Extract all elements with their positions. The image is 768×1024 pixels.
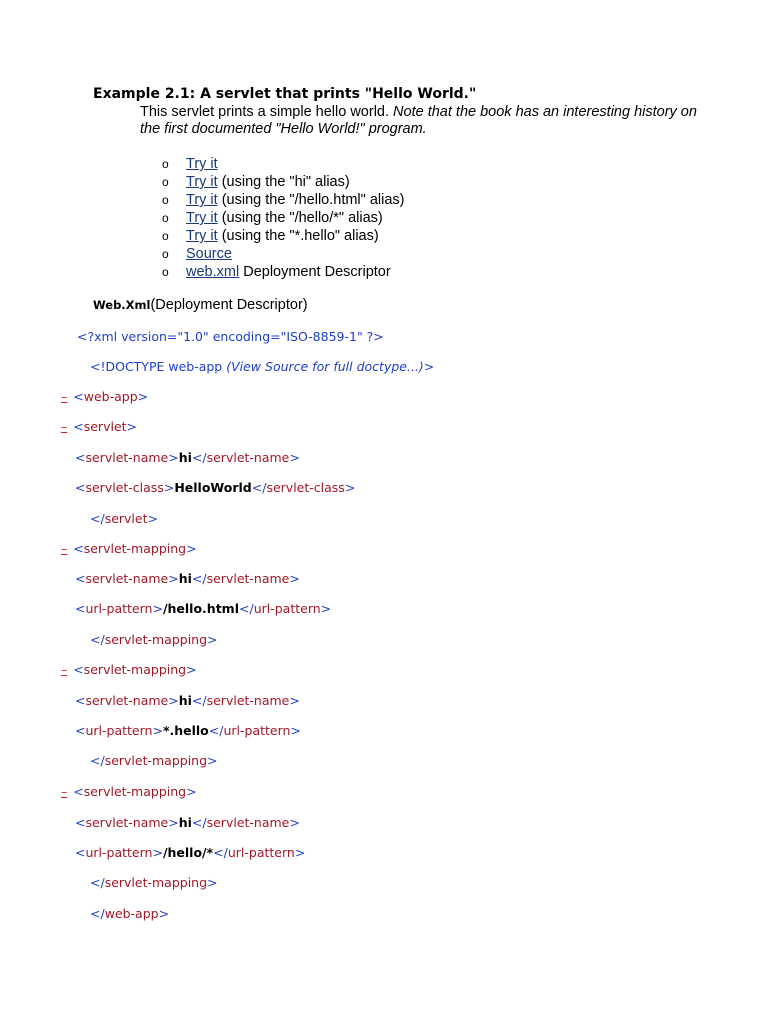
xml-line-servlet-class <box>75 480 355 496</box>
tag-bracket: > <box>168 571 179 586</box>
webxml-heading-rest: (Deployment Descriptor) <box>150 297 308 313</box>
tag-bracket: </ <box>191 693 207 708</box>
list-item <box>162 263 404 281</box>
tag-bracket: > <box>186 541 197 556</box>
tag-bracket: < <box>73 662 84 677</box>
xml-line-web-app-open <box>61 389 148 405</box>
tag-bracket: > <box>168 693 179 708</box>
tag-bracket: > <box>289 571 300 586</box>
tag-bracket: > <box>344 480 356 495</box>
tag-bracket: </ <box>191 571 207 586</box>
list-item <box>162 227 404 245</box>
xml-line-servlet-open <box>61 419 137 435</box>
xml-line-mapping-open <box>61 784 197 800</box>
tag-name: url-pattern <box>223 723 291 738</box>
tag-bracket: </ <box>90 511 105 526</box>
tag-bracket: > <box>289 450 300 465</box>
tag-bracket: > <box>168 815 179 830</box>
source-link[interactable]: Source <box>186 246 232 262</box>
tag-name: servlet-name <box>85 450 169 465</box>
tag-value: hi <box>178 815 192 830</box>
xml-line-servlet-name <box>75 450 300 466</box>
tag-name: servlet-name <box>85 815 169 830</box>
tag-bracket: > <box>294 845 306 860</box>
tag-bracket: < <box>75 693 86 708</box>
list-item <box>162 245 404 263</box>
collapse-toggle-icon[interactable]: – <box>61 541 68 556</box>
tag-bracket: </ <box>90 632 105 647</box>
xml-line-url-pattern <box>75 601 331 617</box>
list-item <box>162 209 404 227</box>
doctype-text: <!DOCTYPE web-app <box>90 359 227 374</box>
tag-bracket: > <box>152 845 163 860</box>
bullet-icon: o <box>162 157 169 171</box>
intro-text: This servlet prints a simple hello world. <box>140 104 394 120</box>
intro-paragraph <box>140 104 700 138</box>
bullet-icon: o <box>162 247 169 261</box>
tag-bracket: > <box>186 662 197 677</box>
tag-bracket: < <box>75 845 86 860</box>
tag-name: servlet-mapping <box>104 875 208 890</box>
tag-bracket: < <box>75 571 86 586</box>
collapse-toggle-icon[interactable]: – <box>61 389 68 404</box>
tag-value: HelloWorld <box>174 480 252 495</box>
try-it-star-hello-link[interactable]: Try it <box>186 228 218 244</box>
tag-bracket: < <box>73 784 84 799</box>
tag-bracket: > <box>168 450 179 465</box>
link-suffix: (using the "hi" alias) <box>217 174 350 190</box>
tag-name: web-app <box>104 906 159 921</box>
tag-name: servlet-mapping <box>83 662 187 677</box>
xml-line-mapping-close <box>90 753 218 769</box>
xml-line-servlet-close <box>90 511 158 527</box>
tag-bracket: > <box>289 815 300 830</box>
xml-line-servlet-name <box>75 571 300 587</box>
tag-value: /hello/* <box>162 845 214 860</box>
tag-bracket: > <box>152 601 163 616</box>
tag-value: hi <box>178 450 192 465</box>
tag-name: servlet-mapping <box>104 632 208 647</box>
webxml-heading-bold: Web.Xml <box>93 298 151 312</box>
bullet-icon: o <box>162 175 169 189</box>
tag-value: hi <box>178 571 192 586</box>
link-suffix: Deployment Descriptor <box>239 264 391 280</box>
tag-name: servlet-class <box>266 480 345 495</box>
tag-name: servlet <box>104 511 148 526</box>
xml-line-mapping-open <box>61 541 197 557</box>
xml-line-url-pattern <box>75 723 301 739</box>
tag-bracket: </ <box>191 815 207 830</box>
tag-name: servlet-name <box>206 450 290 465</box>
collapse-toggle-icon[interactable]: – <box>61 419 68 434</box>
tag-name: servlet-name <box>206 815 290 830</box>
tag-name: servlet-name <box>85 571 169 586</box>
list-item <box>162 155 404 173</box>
tag-bracket: > <box>158 906 170 921</box>
xml-line-url-pattern <box>75 845 305 861</box>
tag-bracket: < <box>73 419 84 434</box>
tag-name: servlet-mapping <box>104 753 208 768</box>
tag-bracket: < <box>75 601 86 616</box>
tag-bracket: > <box>207 875 218 890</box>
link-suffix: (using the "/hello.html" alias) <box>217 192 405 208</box>
tag-bracket: > <box>137 389 149 404</box>
xml-line-mapping-open <box>61 662 197 678</box>
list-item <box>162 173 404 191</box>
tag-bracket: > <box>207 632 218 647</box>
xml-line-servlet-name <box>75 815 300 831</box>
tag-name: url-pattern <box>85 723 153 738</box>
link-suffix: (using the "/hello/*" alias) <box>217 210 383 226</box>
bullet-icon: o <box>162 211 169 225</box>
tag-name: servlet <box>83 419 127 434</box>
xml-doctype <box>90 359 434 375</box>
tag-bracket: </ <box>213 845 228 860</box>
tag-bracket: > <box>147 511 158 526</box>
xml-line-mapping-close <box>90 632 218 648</box>
tag-value: hi <box>178 693 192 708</box>
tag-bracket: > <box>289 693 300 708</box>
tag-bracket: < <box>75 723 86 738</box>
tag-name: url-pattern <box>85 845 153 860</box>
tag-bracket: > <box>186 784 197 799</box>
tag-name: servlet-class <box>85 480 164 495</box>
try-it-link[interactable]: Try it <box>186 156 218 172</box>
collapse-toggle-icon[interactable]: – <box>61 784 68 799</box>
xml-line-mapping-close <box>90 875 218 891</box>
doctype-end: > <box>423 359 435 374</box>
example-title: Example 2.1: A servlet that prints "Hello World." <box>93 86 477 102</box>
tag-bracket: < <box>75 815 86 830</box>
tag-bracket: </ <box>251 480 267 495</box>
webxml-heading <box>93 297 308 313</box>
tag-name: servlet-name <box>206 693 290 708</box>
tag-bracket: </ <box>90 875 105 890</box>
xml-declaration-text: <?xml version="1.0" encoding="ISO-8859-1" ?> <box>77 329 384 344</box>
try-it-hi-link[interactable]: Try it <box>186 174 218 190</box>
tag-bracket: > <box>163 480 175 495</box>
tag-bracket: > <box>126 419 138 434</box>
bullet-icon: o <box>162 193 169 207</box>
tag-bracket: < <box>73 389 84 404</box>
tag-name: servlet-name <box>206 571 290 586</box>
tag-bracket: </ <box>239 601 254 616</box>
intro-note: Note that the book has an interesting history on the first documented "Hello World!" program. <box>140 104 697 137</box>
tag-bracket: > <box>152 723 163 738</box>
tag-bracket: < <box>75 480 86 495</box>
web-xml-link[interactable]: web.xml <box>186 264 240 280</box>
tag-name: servlet-mapping <box>83 784 187 799</box>
link-suffix: (using the "*.hello" alias) <box>217 228 379 244</box>
doctype-note: (View Source for full doctype...) <box>226 359 424 374</box>
tag-name: url-pattern <box>227 845 295 860</box>
tag-bracket: </ <box>90 753 105 768</box>
tag-bracket: </ <box>208 723 224 738</box>
tag-value: *.hello <box>162 723 209 738</box>
tag-name: url-pattern <box>85 601 153 616</box>
tag-name: url-pattern <box>253 601 321 616</box>
xml-declaration <box>77 329 384 345</box>
xml-line-servlet-name <box>75 693 300 709</box>
xml-line-web-app-close <box>90 906 169 922</box>
tag-value: /hello.html <box>162 601 239 616</box>
tag-bracket: > <box>290 723 301 738</box>
tag-bracket: < <box>75 450 86 465</box>
bullet-icon: o <box>162 265 169 279</box>
bullet-icon: o <box>162 229 169 243</box>
tag-bracket: < <box>73 541 84 556</box>
example-links-list <box>162 155 404 281</box>
tag-name: servlet-mapping <box>83 541 187 556</box>
tag-bracket: </ <box>191 450 207 465</box>
tag-name: web-app <box>83 389 138 404</box>
tag-name: servlet-name <box>85 693 169 708</box>
try-it-hello-html-link[interactable]: Try it <box>186 192 218 208</box>
collapse-toggle-icon[interactable]: – <box>61 662 68 677</box>
tag-bracket: > <box>207 753 218 768</box>
tag-bracket: </ <box>90 906 105 921</box>
try-it-hello-star-link[interactable]: Try it <box>186 210 218 226</box>
list-item <box>162 191 404 209</box>
tag-bracket: > <box>320 601 332 616</box>
